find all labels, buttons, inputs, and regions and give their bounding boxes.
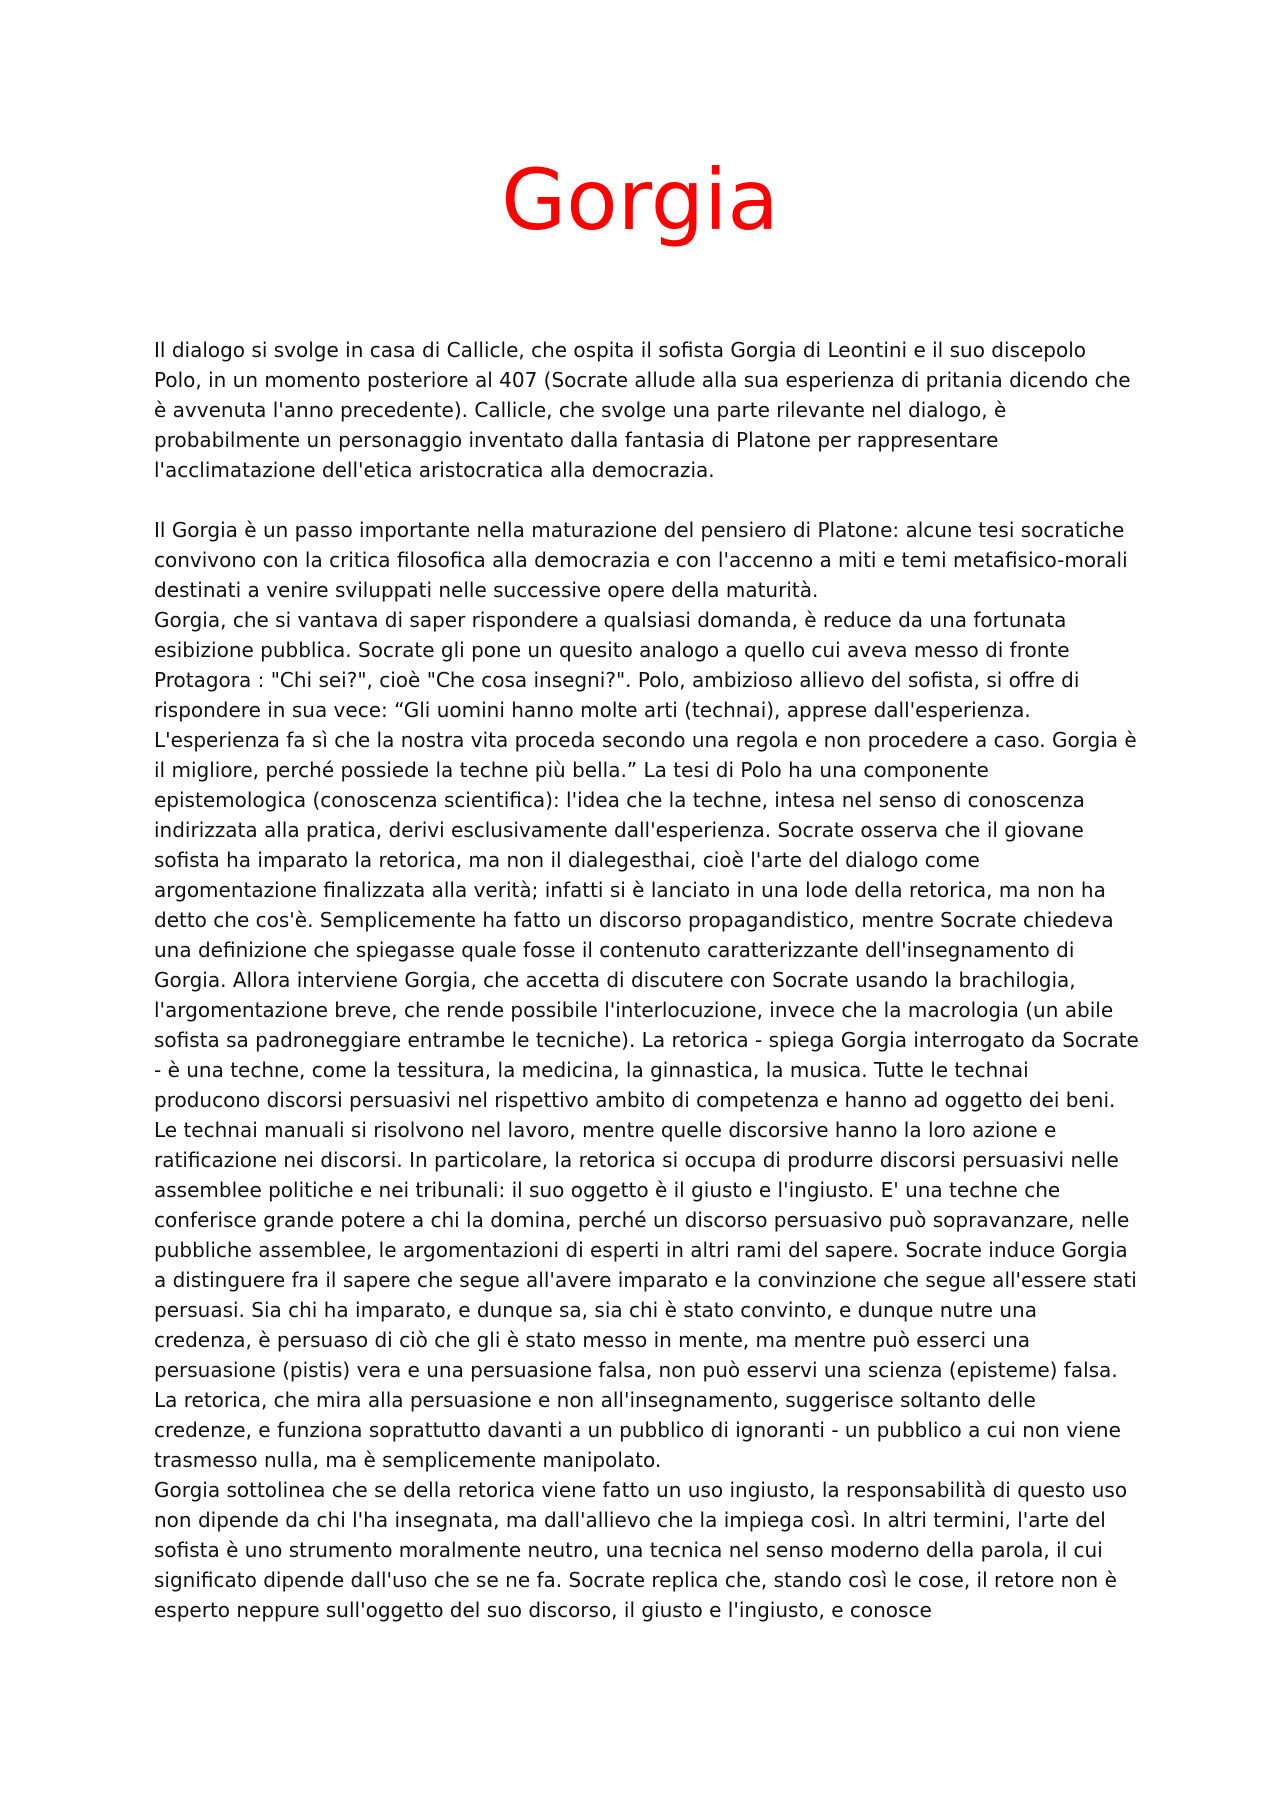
paragraph-setting: Il dialogo si svolge in casa di Callicle, che ospita il sofista Gorgia di Leontini e il suo discepolo Polo, in un momento posteriore al 407 (Socrate allude alla sua esperienza di pritania dicendo che è avvenuta l'anno precedente). Callicle, che svolge una parte rilevante nel dialogo, è probabilmente un personaggio inventato dalla fantasia di Platone per rappresentare l'acclimatazione dell'etica aristocratica alla democrazia.: [154, 338, 1131, 482]
paragraph-importance: Il Gorgia è un passo importante nella maturazione del pensiero di Platone: alcune tesi socratiche convivono con la critica filosofica alla democrazia e con l'accenno a miti e temi metafisico-morali destinati a venire sviluppati nelle successive opere della maturità.: [154, 518, 1128, 602]
paragraph-dialogue: Gorgia, che si vantava di saper rispondere a qualsiasi domanda, è reduce da una fortunata esibizione pubblica. Socrate gli pone un quesito analogo a quello cui aveva messo di fronte Protagora : "Chi sei?", cioè "Che cosa insegni?". Polo, ambizioso allievo del sofista, si offre di rispondere in sua vece: “Gli uomini hanno molte arti (technai), apprese dall'esperienza. L'esperienza fa sì che la nostra vita proceda secondo una regola e non procedere a caso. Gorgia è il migliore, perché possiede la techne più bella.” La tesi di Polo ha una componente epistemologica (conoscenza scientifica): l'idea che la techne, intesa nel senso di conoscenza indirizzata alla pratica, derivi esclusivamente dall'esperienza. Socrate osserva che il giovane sofista ha imparato la retorica, ma non il dialegesthai, cioè l'arte del dialogo come argomentazione finalizzata alla verità; infatti si è lanciato in una lode della retorica, ma non ha detto che cos'è. Semplicemente ha fatto un discorso propagandistico, mentre Socrate chiedeva una definizione che spiegasse quale fosse il contenuto caratterizzante dell'insegnamento di Gorgia. Allora interviene Gorgia, che accetta di discutere con Socrate usando la brachilogia, l'argomentazione breve, che rende possibile l'interlocuzione, invece che la macrologia (un abile sofista sa padroneggiare entrambe le tecniche). La retorica - spiega Gorgia interrogato da Socrate - è una techne, come la tessitura, la medicina, la ginnastica, la musica. Tutte le technai producono discorsi persuasivi nel rispettivo ambito di competenza e hanno ad oggetto dei beni. Le technai manuali si risolvono nel lavoro, mentre quelle discorsive hanno la loro azione e ratificazione nei discorsi. In particolare, la retorica si occupa di produrre discorsi persuasivi nelle assemblee politiche e nei tribunali: il suo oggetto è il giusto e l'ingiusto. E' una techne che conferisce grande potere a chi la domina, perché un discorso persuasivo può sopravanzare, nelle pubbliche assemblee, le argomentazioni di esperti in altri rami del sapere. Socrate induce Gorgia a distinguere fra il sapere che segue all'avere imparato e la convinzione che segue all'essere stati persuasi. Sia chi ha imparato, e dunque sa, sia chi è stato convinto, e dunque nutre una credenza, è persuaso di ciò che gli è stato messo in mente, ma mentre può esserci una persuasione (pistis) vera e una persuasione falsa, non può esservi una scienza (episteme) falsa. La retorica, che mira alla persuasione e non all'insegnamento, suggerisce soltanto delle credenze, e funziona soprattutto davanti a un pubblico di ignoranti - un pubblico a cui non viene trasmesso nulla, ma è semplicemente manipolato.: [154, 608, 1139, 1472]
document-body: [154, 335, 1139, 1625]
paragraph-rhetoric-use: Gorgia sottolinea che se della retorica viene fatto un uso ingiusto, la responsabilità di questo uso non dipende da chi l'ha insegnata, ma dall'allievo che la impiega così. In altri termini, l'arte del sofista è uno strumento moralmente neutro, una tecnica nel senso moderno della parola, il cui significato dipende dall'uso che se ne fa. Socrate replica che, stando così le cose, il retore non è esperto neppure sull'oggetto del suo discorso, il giusto e l'ingiusto, e conosce: [154, 1478, 1128, 1622]
paragraph-spacer: [154, 485, 1139, 515]
page-title: Gorgia: [501, 151, 779, 249]
